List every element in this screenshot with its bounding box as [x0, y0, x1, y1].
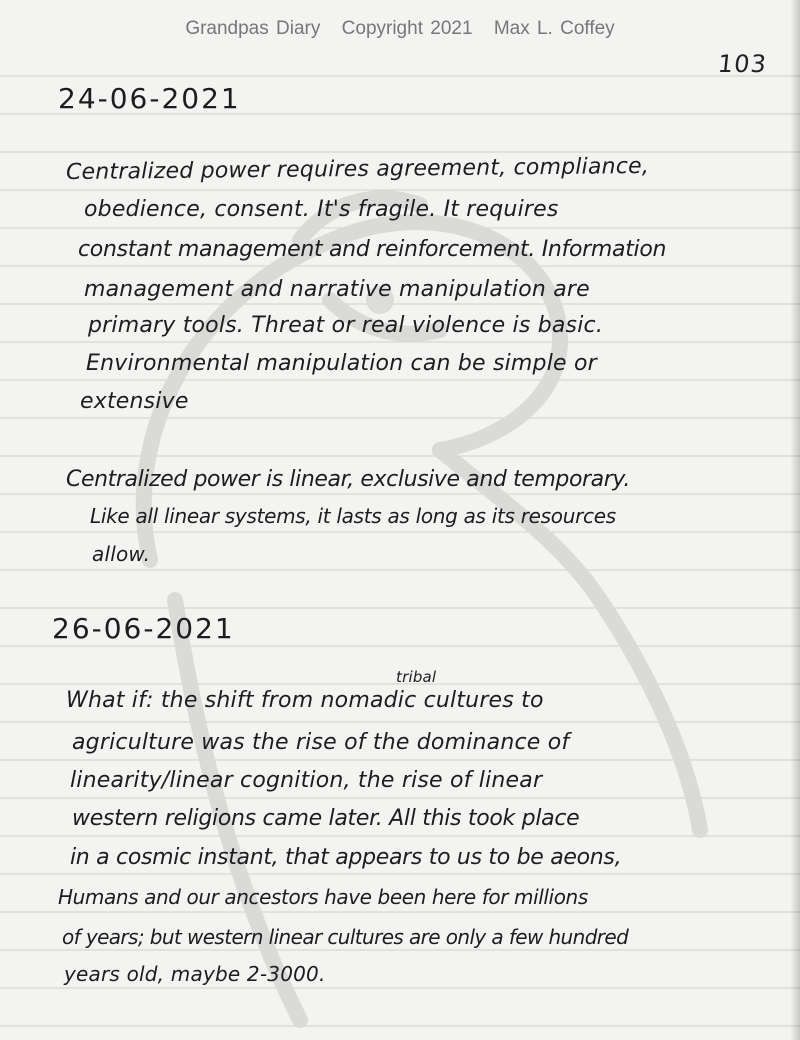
entry-line: constant management and reinforcement. Information — [78, 237, 667, 262]
entry-line: Centralized power is linear, exclusive and temporary. — [66, 467, 630, 492]
entry-line: of years; but western linear cultures are only a few hundred — [62, 925, 629, 949]
entry-line: linearity/linear cognition, the rise of linear — [70, 768, 543, 793]
entry-date: 24-06-2021 — [58, 82, 241, 115]
entry-date: 26-06-2021 — [52, 612, 235, 645]
entry-line: agriculture was the rise of the dominance of — [72, 730, 570, 755]
author-name: Max L. Coffey — [493, 18, 615, 39]
entry-line: obedience, consent. It's fragile. It requires — [84, 197, 559, 222]
entry-line: Centralized power requires agreement, compliance, — [65, 153, 650, 186]
inserted-word: tribal — [396, 668, 437, 686]
page-header — [0, 18, 800, 40]
entry-line: extensive — [80, 389, 189, 414]
page-number: 103 — [716, 50, 769, 78]
entry-line: allow. — [92, 542, 151, 566]
entry-line: management and narrative manipulation are — [84, 277, 590, 302]
page-edge-shadow — [790, 0, 800, 1040]
entry-line: years old, maybe 2-3000. — [64, 962, 326, 986]
entry-line: in a cosmic instant, that appears to us to be aeons, — [70, 845, 622, 870]
entry-line: Like all linear systems, it lasts as long as its resources — [90, 504, 616, 528]
entry-line: What if: the shift from nomadic cultures to — [66, 688, 544, 713]
entry-line: western religions came later. All this took place — [72, 806, 580, 831]
diary-title: Grandpas Diary — [185, 18, 321, 39]
copyright-notice: Copyright 2021 — [341, 18, 473, 39]
entry-line: Humans and our ancestors have been here for millions — [58, 885, 588, 909]
entry-line: primary tools. Threat or real violence is basic. — [88, 313, 604, 338]
entry-line: Environmental manipulation can be simple or — [86, 351, 597, 376]
